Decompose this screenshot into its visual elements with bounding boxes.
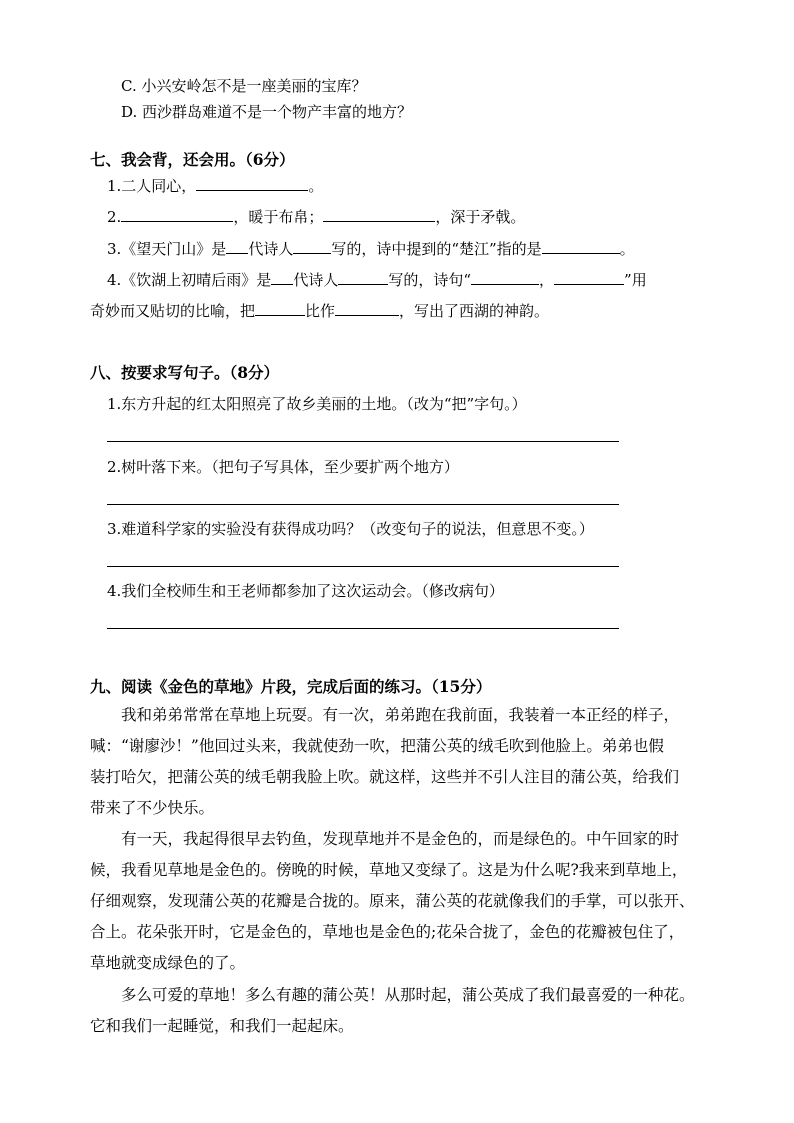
answer-blank[interactable] [542, 239, 620, 254]
answer-line[interactable] [107, 566, 619, 567]
s7-q2-text-b: ，暖于布帛； [233, 208, 324, 226]
passage-line: 草地就变成绿色的了。 [90, 954, 246, 972]
passage-line: 带来了不少快乐。 [90, 799, 215, 817]
s7-q2-text-c: ，深于矛戟。 [435, 208, 526, 226]
section-9-title: 九、阅读《金色的草地》片段，完成后面的练习。（15分） [90, 677, 492, 696]
s7-question-2 [107, 207, 525, 227]
s7-q4-text-a: 4.《饮湖上初晴后雨》是 [107, 271, 272, 289]
s7-q4-text-g: 比作 [305, 302, 336, 320]
s7-q1-text-a: 1.二人同心， [107, 177, 197, 195]
s7-q3-text-d: 。 [619, 240, 635, 258]
s8-question-4: 4.我们全校师生和王老师都参加了这次运动会。（修改病句） [107, 582, 504, 600]
passage-line: 仔细观察，发现蒲公英的花瓣是合拢的。原来，蒲公英的花就像我们的手掌，可以张开、 [90, 892, 695, 910]
answer-blank[interactable] [554, 270, 624, 285]
s7-question-1 [107, 176, 323, 196]
answer-blank[interactable] [335, 301, 399, 316]
s7-q4-text-b: 代诗人 [293, 271, 339, 289]
answer-line[interactable] [107, 504, 619, 505]
answer-line[interactable] [107, 441, 619, 442]
option-d: D. 西沙群岛难道不是一个物产丰富的地方？ [121, 103, 413, 121]
passage-line: 有一天，我起得很早去钓鱼，发现草地并不是金色的，而是绿色的。中午回家的时 [121, 830, 680, 848]
passage-line: 我和弟弟常常在草地上玩耍。有一次，弟弟跑在我前面，我装着一本正经的样子， [121, 706, 680, 724]
answer-blank[interactable] [196, 176, 308, 191]
s8-question-1: 1.东方升起的红太阳照亮了故乡美丽的土地。（改为“把”字句。） [107, 395, 527, 413]
answer-blank[interactable] [226, 239, 248, 254]
passage-line: 它和我们一起睡觉，和我们一起起床。 [90, 1017, 354, 1035]
s7-q4-text-c: 写的，诗句“ [388, 271, 472, 289]
s7-q4-text-e: ”用 [624, 271, 647, 289]
s7-question-4 [107, 270, 647, 290]
s7-q4-text-f: 奇妙而又贴切的比喻，把 [90, 302, 256, 320]
answer-blank[interactable] [255, 301, 305, 316]
passage-line: 装打哈欠，把蒲公英的绒毛朝我脸上吹。就这样，这些并不引人注目的蒲公英，给我们 [90, 768, 680, 786]
answer-blank[interactable] [293, 239, 331, 254]
option-c: C. 小兴安岭怎不是一座美丽的宝库？ [121, 77, 367, 95]
answer-blank[interactable] [471, 270, 539, 285]
passage-line: 多么可爱的草地！多么有趣的蒲公英！从那时起，蒲公英成了我们最喜爱的一种花。 [121, 986, 695, 1004]
passage-line: 合上。花朵张开时，它是金色的，草地也是金色的;花朵合拢了，金色的花瓣被包住了， [90, 923, 685, 941]
answer-blank[interactable] [271, 270, 293, 285]
s7-q1-text-b: 。 [308, 177, 324, 195]
passage-line: 喊：“谢廖沙！”他回过头来，我就使劲一吹，把蒲公英的绒毛吹到他脸上。弟弟也假 [90, 737, 664, 755]
s7-q4-text-d: ， [539, 271, 555, 289]
s7-question-3 [107, 239, 635, 259]
answer-line[interactable] [107, 628, 619, 629]
s8-question-3: 3.难道科学家的实验没有获得成功吗？（改变句子的说法，但意思不变。） [107, 520, 594, 538]
section-7-title: 七、我会背，还会用。（6分） [90, 150, 295, 169]
answer-blank[interactable] [338, 270, 388, 285]
s7-q3-text-b: 代诗人 [248, 240, 294, 258]
section-8-title: 八、按要求写句子。（8分） [90, 363, 280, 382]
s7-q3-text-a: 3.《望天门山》是 [107, 240, 227, 258]
s7-q4-text-h: ，写出了西湖的神韵。 [399, 302, 550, 320]
s8-question-2: 2.树叶落下来。（把句子写具体，至少要扩两个地方） [107, 458, 459, 476]
answer-blank[interactable] [323, 207, 435, 222]
s7-q3-text-c: 写的，诗中提到的“楚江”指的是 [331, 240, 542, 258]
passage-line: 候，我看见草地是金色的。傍晚的时候，草地又变绿了。这是为什么呢?我来到草地上， [90, 861, 688, 879]
s7-q2-text-a: 2. [107, 208, 122, 226]
answer-blank[interactable] [121, 207, 233, 222]
s7-question-4-cont [90, 301, 549, 321]
